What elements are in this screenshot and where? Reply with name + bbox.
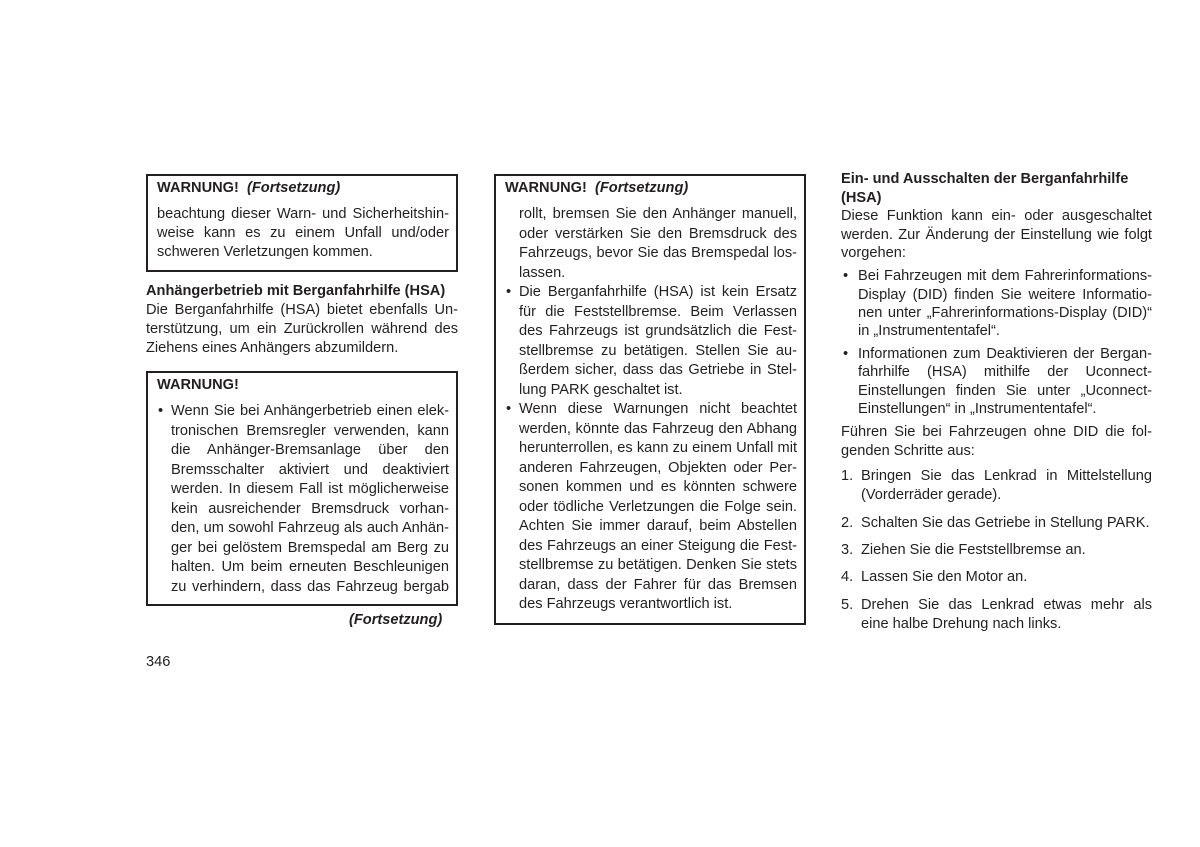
warning-text-line: Die Berganfahrhilfe (HSA) ist kein Ersatz [519,284,797,300]
continued-footer: (Fortsetzung) [349,612,443,628]
warning-text-line: des Fahrzeugs ist grundsätzlich die Fest- [519,323,797,339]
list-item-line: fahrhilfe (HSA) mithilfe der Uconnect- [858,364,1152,380]
section-text-line: Führen Sie bei Fahrzeugen ohne DID die fol- [841,424,1152,440]
step-text-line: Drehen Sie das Lenkrad etwas mehr als [861,597,1152,613]
warning-title-row [157,179,340,199]
step-number: 2. [841,515,854,531]
warning-text-line: oder verstärken Sie den Bremsdruck des [519,225,797,242]
bullet-icon: • [843,346,849,362]
warning-text-line: stellbremse zu betätigen. Denken Sie stets [519,557,797,573]
warning-text-line: Wenn diese Warnungen nicht beachtet [519,401,797,417]
list-item-line: in „Instrumententafel“. [858,323,1000,339]
warning-text-line: kein ausreichender Bremsdruck vorhan- [171,500,449,517]
step-number: 3. [841,542,854,558]
warning-continued-label: (Fortsetzung) [595,180,689,196]
section-text-line: Ziehens eines Anhängers abzumildern. [146,340,399,356]
warning-title: WARNUNG! [157,377,239,393]
warning-text-line: Bremsschalter aktiviert und deaktiviert [171,461,449,478]
section-text-line: Die Berganfahrhilfe (HSA) bietet ebenfalls Un- [146,302,458,318]
warning-text-line: lassen. [519,264,566,281]
section-text-line: terstützung, um ein Zurückrollen während des [146,321,458,337]
list-item-line: Bei Fahrzeugen mit dem Fahrerinformations- [858,268,1152,284]
warning-text-line: werden, könnte das Fahrzeug den Abhang [519,420,797,437]
step-text-line: eine halbe Drehung nach links. [861,616,1062,632]
warning-title: WARNUNG! [157,180,239,196]
warning-box-continued [146,174,458,272]
warning-text-line: lung PARK geschaltet ist. [519,381,683,398]
warning-text-line: des Fahrzeugs an einer Steigung die Fest- [519,537,797,554]
warning-text-line: tronischen Bremsregler verwenden, kann [171,422,449,439]
warning-text-line: Achten Sie immer darauf, beim Abstellen [519,518,797,534]
warning-text-line: beachtung dieser Warn- und Sicherheitshin- [157,206,449,222]
section-heading: (HSA) [841,190,882,206]
list-item-line: Einstellungen finden Sie unter „Uconnect- [858,383,1152,399]
warning-text-line: ger bei gelöstem Bremspedal am Berg zu [171,539,449,556]
list-item-line: Display (DID) finden Sie weitere Informatio- [858,287,1152,303]
warning-box-continued [494,174,806,625]
warning-continued-label: (Fortsetzung) [247,180,341,196]
section-text-line: genden Schritte aus: [841,443,975,459]
list-item-line: nen unter „Fahrerinformations-Display (DID)“ [858,305,1152,321]
step-text-line: Schalten Sie das Getriebe in Stellung PARK. [861,515,1150,531]
list-item-line: Informationen zum Deaktivieren der Bergan- [858,346,1152,362]
warning-text-line: daran, dass der Fahrer für das Bremsen [519,576,797,593]
warning-text-line: oder tödliche Verletzungen die Folge sein. [519,498,797,515]
section-text-line: werden. Zur Änderung der Einstellung wie folgt [841,227,1152,243]
warning-text-line: den, um sowohl Fahrzeug als auch Anhän- [171,520,449,536]
section-heading: Anhängerbetrieb mit Berganfahrhilfe (HSA) [146,283,446,299]
warning-text-line: des Fahrzeugs verantwortlich ist. [519,596,733,612]
step-text-line: Lassen Sie den Motor an. [861,569,1028,585]
step-text-line: (Vorderräder gerade). [861,487,1002,503]
warning-text-line: die Anhänger-Bremsanlage über den [171,442,449,458]
section-text-line: vorgehen: [841,245,906,261]
warning-text-line: stellbremse zu betätigen. Stellen Sie au- [519,342,797,359]
bullet-icon: • [158,403,164,419]
warning-text-line: werden. In diesem Fall ist möglicherweise [171,481,449,497]
warning-title: WARNUNG! [505,180,587,196]
warning-text-line: halten. Um beim erneuten Beschleunigen [171,559,449,575]
warning-text-line: Fahrzeugs, bevor Sie das Bremspedal los- [519,245,797,261]
warning-text-line: sonen kommen und es könnten schwere [519,479,797,495]
bullet-icon: • [506,284,512,300]
step-text-line: Ziehen Sie die Feststellbremse an. [861,542,1086,558]
warning-text-line: rollt, bremsen Sie den Anhänger manuell, [519,206,797,222]
bullet-icon: • [843,268,849,284]
warning-text-line: schweren Verletzungen kommen. [157,244,373,260]
bullet-icon: • [506,401,512,417]
step-number: 1. [841,468,854,484]
warning-text-line: zu verhindern, dass das Fahrzeug bergab [171,578,449,595]
section-heading: Ein- und Ausschalten der Berganfahrhilfe [841,171,1129,187]
page-number: 346 [146,654,171,670]
step-number: 5. [841,597,854,613]
list-item-line: Einstellungen“ in „Instrumententafel“. [858,401,1097,417]
section-text-line: Diese Funktion kann ein- oder ausgeschaltet [841,208,1152,224]
warning-box [146,371,458,606]
warning-text-line: anderen Fahrzeugen, Objekten oder Per- [519,459,797,476]
warning-title-row [505,179,688,199]
warning-text-line: ßerdem sicher, dass das Getriebe in Stel- [519,362,797,378]
warning-text-line: weise kann es zu einem Unfall und/oder [157,225,449,241]
step-number: 4. [841,569,854,585]
warning-text-line: herunterrollen, es kann zu einem Unfall mit [519,440,797,456]
warning-text-line: für die Feststellbremse. Beim Verlassen [519,303,797,320]
step-text-line: Bringen Sie das Lenkrad in Mittelstellung [861,468,1152,484]
warning-text-line: Wenn Sie bei Anhängerbetrieb einen elek- [171,403,449,419]
